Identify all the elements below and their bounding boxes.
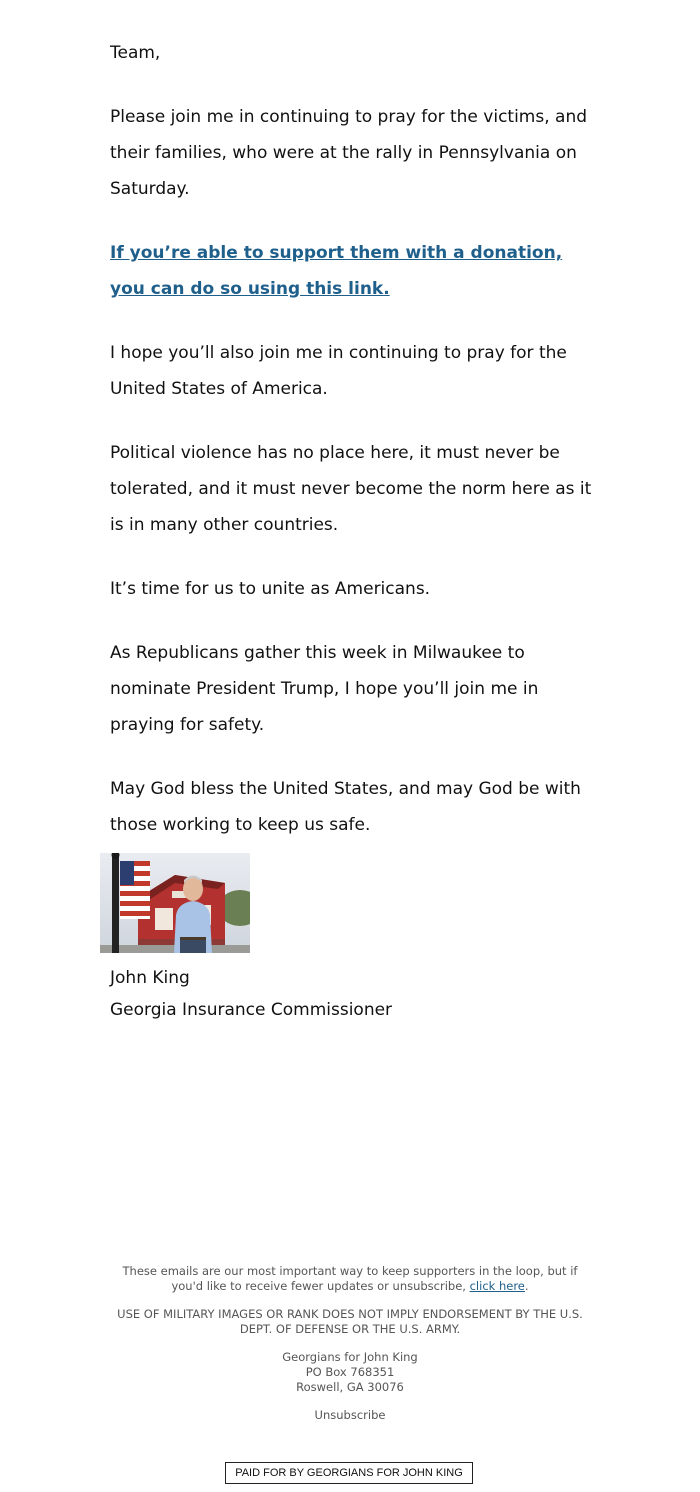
footer-notice-end: .	[524, 1278, 529, 1293]
signature-title: Georgia Insurance Commissioner	[110, 1000, 393, 1020]
candidate-photo-image	[100, 853, 250, 953]
po-box: PO Box 768351	[305, 1365, 395, 1379]
paragraph-milwaukee: As Republicans gather this week in Milwaukee to nominate President Trump, I hope you’ll join me in praying for safety.	[110, 643, 539, 735]
paragraph-unite: It’s time for us to unite as Americans.	[110, 579, 431, 599]
unsubscribe-link[interactable]: Unsubscribe	[314, 1408, 386, 1422]
org-name: Georgians for John King	[282, 1350, 418, 1364]
paid-for-disclaimer: PAID FOR BY GEORGIANS FOR JOHN KING	[225, 1462, 473, 1484]
paragraph-pray-usa: I hope you’ll also join me in continuing to pray for the United States of America.	[110, 343, 567, 399]
paragraph-political-violence: Political violence has no place here, it must never be tolerated, and it must never become the norm here as it is in many other countries.	[110, 443, 592, 535]
donation-link[interactable]: If you’re able to support them with a donation, you can do so using this link.	[110, 243, 563, 299]
click-here-link[interactable]: click here	[469, 1278, 525, 1293]
footer-notice	[110, 1264, 590, 1293]
military-disclaimer: USE OF MILITARY IMAGES OR RANK DOES NOT IMPLY ENDORSEMENT BY THE U.S. DEPT. OF DEFENSE OR THE U.S. ARMY.	[117, 1307, 583, 1336]
paragraph-pray-victims: Please join me in continuing to pray for the victims, and their families, who were at the rally in Pennsylvania on Saturday.	[110, 107, 588, 199]
footer-notice-text: These emails are our most important way to keep supporters in the loop, but if you'd like to receive fewer updates or unsubscribe,	[122, 1264, 578, 1293]
greeting: Team,	[110, 43, 161, 63]
city-line: Roswell, GA 30076	[296, 1380, 404, 1394]
signature-name: John King	[110, 968, 190, 988]
paragraph-god-bless: May God bless the United States, and may God be with those working to keep us safe.	[110, 779, 581, 835]
signature-photo	[100, 853, 250, 953]
donation-paragraph	[110, 235, 600, 307]
